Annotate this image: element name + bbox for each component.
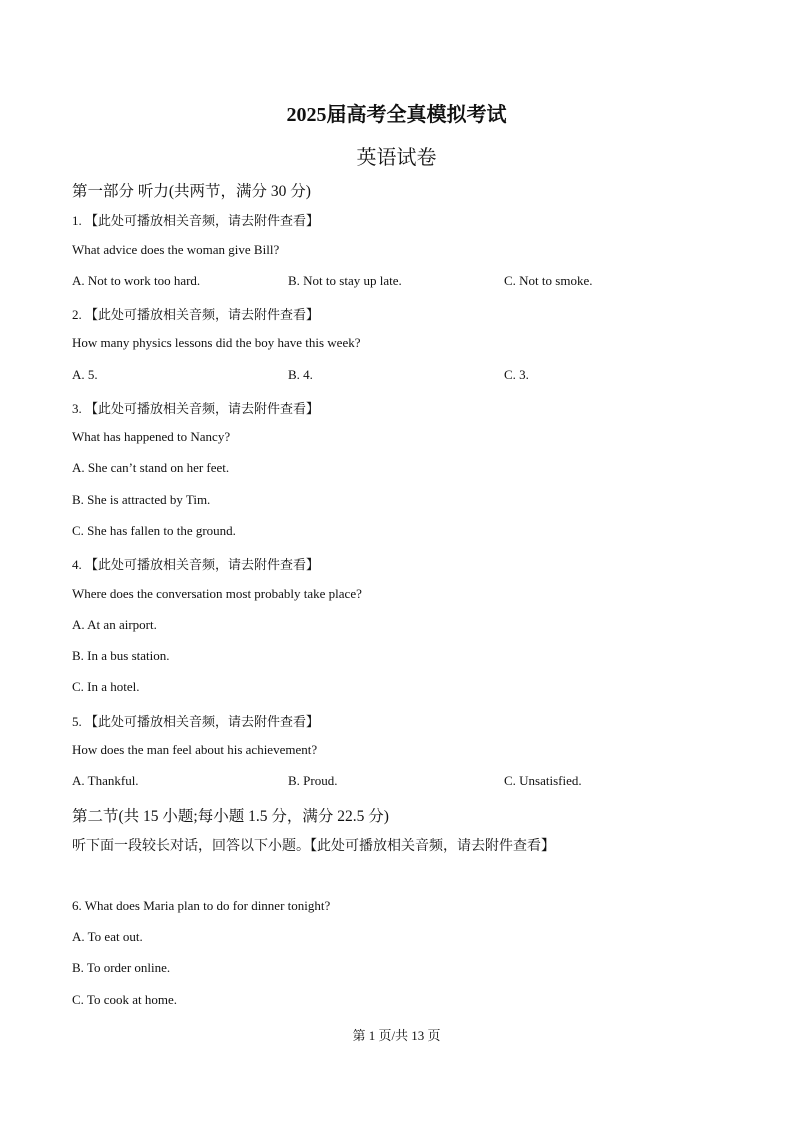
question-number: 5. bbox=[72, 714, 82, 729]
question-3-option-a: A. She can’t stand on her feet. bbox=[72, 460, 230, 475]
part1-heading: 第一部分 听力(共两节，满分 30 分) bbox=[72, 183, 311, 200]
question-2-option-a: A. 5. bbox=[72, 367, 98, 382]
question-1-text: What advice does the woman give Bill? bbox=[72, 242, 280, 257]
audio-note: 【此处可播放相关音频，请去附件查看】 bbox=[85, 401, 320, 416]
exam-title: 2025届高考全真模拟考试 bbox=[286, 104, 507, 126]
question-3-option-c: C. She has fallen to the ground. bbox=[72, 523, 236, 538]
question-5-audio bbox=[72, 711, 319, 730]
question-4-option-b: B. In a bus station. bbox=[72, 648, 170, 663]
question-1-option-c: C. Not to smoke. bbox=[504, 273, 593, 288]
audio-note: 【此处可播放相关音频，请去附件查看】 bbox=[85, 307, 320, 322]
question-number: 1. bbox=[72, 213, 82, 228]
question-2-audio bbox=[72, 304, 319, 323]
question-1-option-a: A. Not to work too hard. bbox=[72, 273, 201, 288]
question-number: 2. bbox=[72, 307, 82, 322]
section2-instruction: 听下面一段较长对话，回答以下小题。【此处可播放相关音频，请去附件查看】 bbox=[72, 839, 555, 854]
question-2-option-c: C. 3. bbox=[504, 367, 529, 382]
question-3-text: What has happened to Nancy? bbox=[72, 429, 231, 444]
section2-heading: 第二节(共 15 小题;每小题 1.5 分，满分 22.5 分) bbox=[72, 808, 389, 825]
question-5-option-b: B. Proud. bbox=[288, 773, 338, 788]
audio-note: 【此处可播放相关音频，请去附件查看】 bbox=[85, 213, 320, 228]
question-4-option-a: A. At an airport. bbox=[72, 617, 157, 632]
question-2-text: How many physics lessons did the boy have this week? bbox=[72, 335, 361, 350]
page-footer: 第 1 页/共 13 页 bbox=[352, 1028, 441, 1043]
question-4-option-c: C. In a hotel. bbox=[72, 679, 140, 694]
question-6-option-c: C. To cook at home. bbox=[72, 992, 178, 1007]
question-6-option-b: B. To order online. bbox=[72, 960, 171, 975]
question-2-option-b: B. 4. bbox=[288, 367, 313, 382]
question-4-audio bbox=[72, 554, 319, 573]
question-1-audio bbox=[72, 210, 319, 229]
question-number: 3. bbox=[72, 401, 82, 416]
question-5-option-a: A. Thankful. bbox=[72, 773, 139, 788]
question-3-option-b: B. She is attracted by Tim. bbox=[72, 492, 211, 507]
question-5-option-c: C. Unsatisfied. bbox=[504, 773, 582, 788]
question-6-text: 6. What does Maria plan to do for dinner tonight? bbox=[72, 898, 331, 913]
question-4-text: Where does the conversation most probably take place? bbox=[72, 586, 362, 601]
question-number: 4. bbox=[72, 557, 82, 572]
audio-note: 【此处可播放相关音频，请去附件查看】 bbox=[85, 557, 320, 572]
question-1-option-b: B. Not to stay up late. bbox=[288, 273, 402, 288]
exam-subtitle: 英语试卷 bbox=[356, 147, 437, 169]
question-5-text: How does the man feel about his achievement? bbox=[72, 742, 318, 757]
audio-note: 【此处可播放相关音频，请去附件查看】 bbox=[85, 714, 320, 729]
question-6-option-a: A. To eat out. bbox=[72, 929, 143, 944]
question-3-audio bbox=[72, 398, 319, 417]
